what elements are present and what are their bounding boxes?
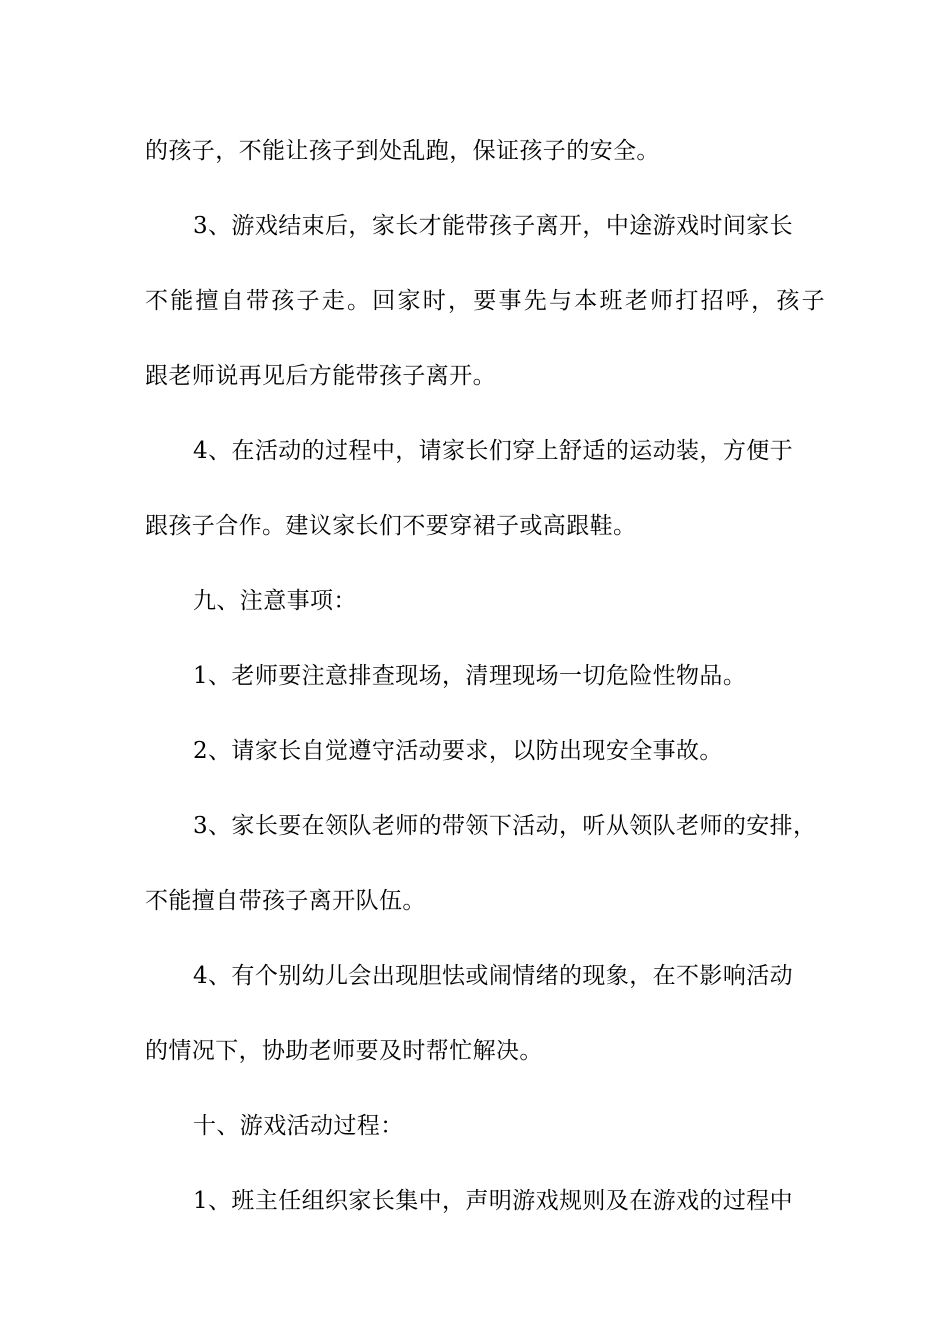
text-line: 的情况下，协助老师要及时帮忙解决。 (145, 1038, 543, 1064)
list-item: 1、班主任组织家长集中，声明游戏规则及在游戏的过程中 (193, 1188, 794, 1214)
text-line: 不能擅自带孩子离开队伍。 (145, 888, 426, 914)
list-item: 1、老师要注意排查现场，清理现场一切危险性物品。 (193, 663, 747, 689)
list-item: 2、请家长自觉遵守活动要求，以防出现安全事故。 (193, 738, 723, 764)
section-heading: 十、游戏活动过程： (193, 1113, 404, 1139)
text-line: 不能擅自带孩子走。回家时，要事先与本班老师打招呼，孩子 (145, 288, 825, 314)
section-heading: 九、注意事项： (193, 588, 357, 614)
text-line: 跟老师说再见后方能带孩子离开。 (145, 363, 496, 389)
list-item: 4、有个别幼儿会出现胆怯或闹情绪的现象，在不影响活动 (193, 963, 794, 989)
text-line: 跟孩子合作。建议家长们不要穿裙子或高跟鞋。 (145, 513, 637, 539)
paragraph-start: 3、游戏结束后，家长才能带孩子离开，中途游戏时间家长 (193, 213, 794, 239)
text-line: 的孩子，不能让孩子到处乱跑，保证孩子的安全。 (145, 138, 660, 164)
paragraph-start: 4、在活动的过程中，请家长们穿上舒适的运动装，方便于 (193, 438, 794, 464)
list-item: 3、家长要在领队老师的带领下活动，听从领队老师的安排， (193, 813, 817, 839)
